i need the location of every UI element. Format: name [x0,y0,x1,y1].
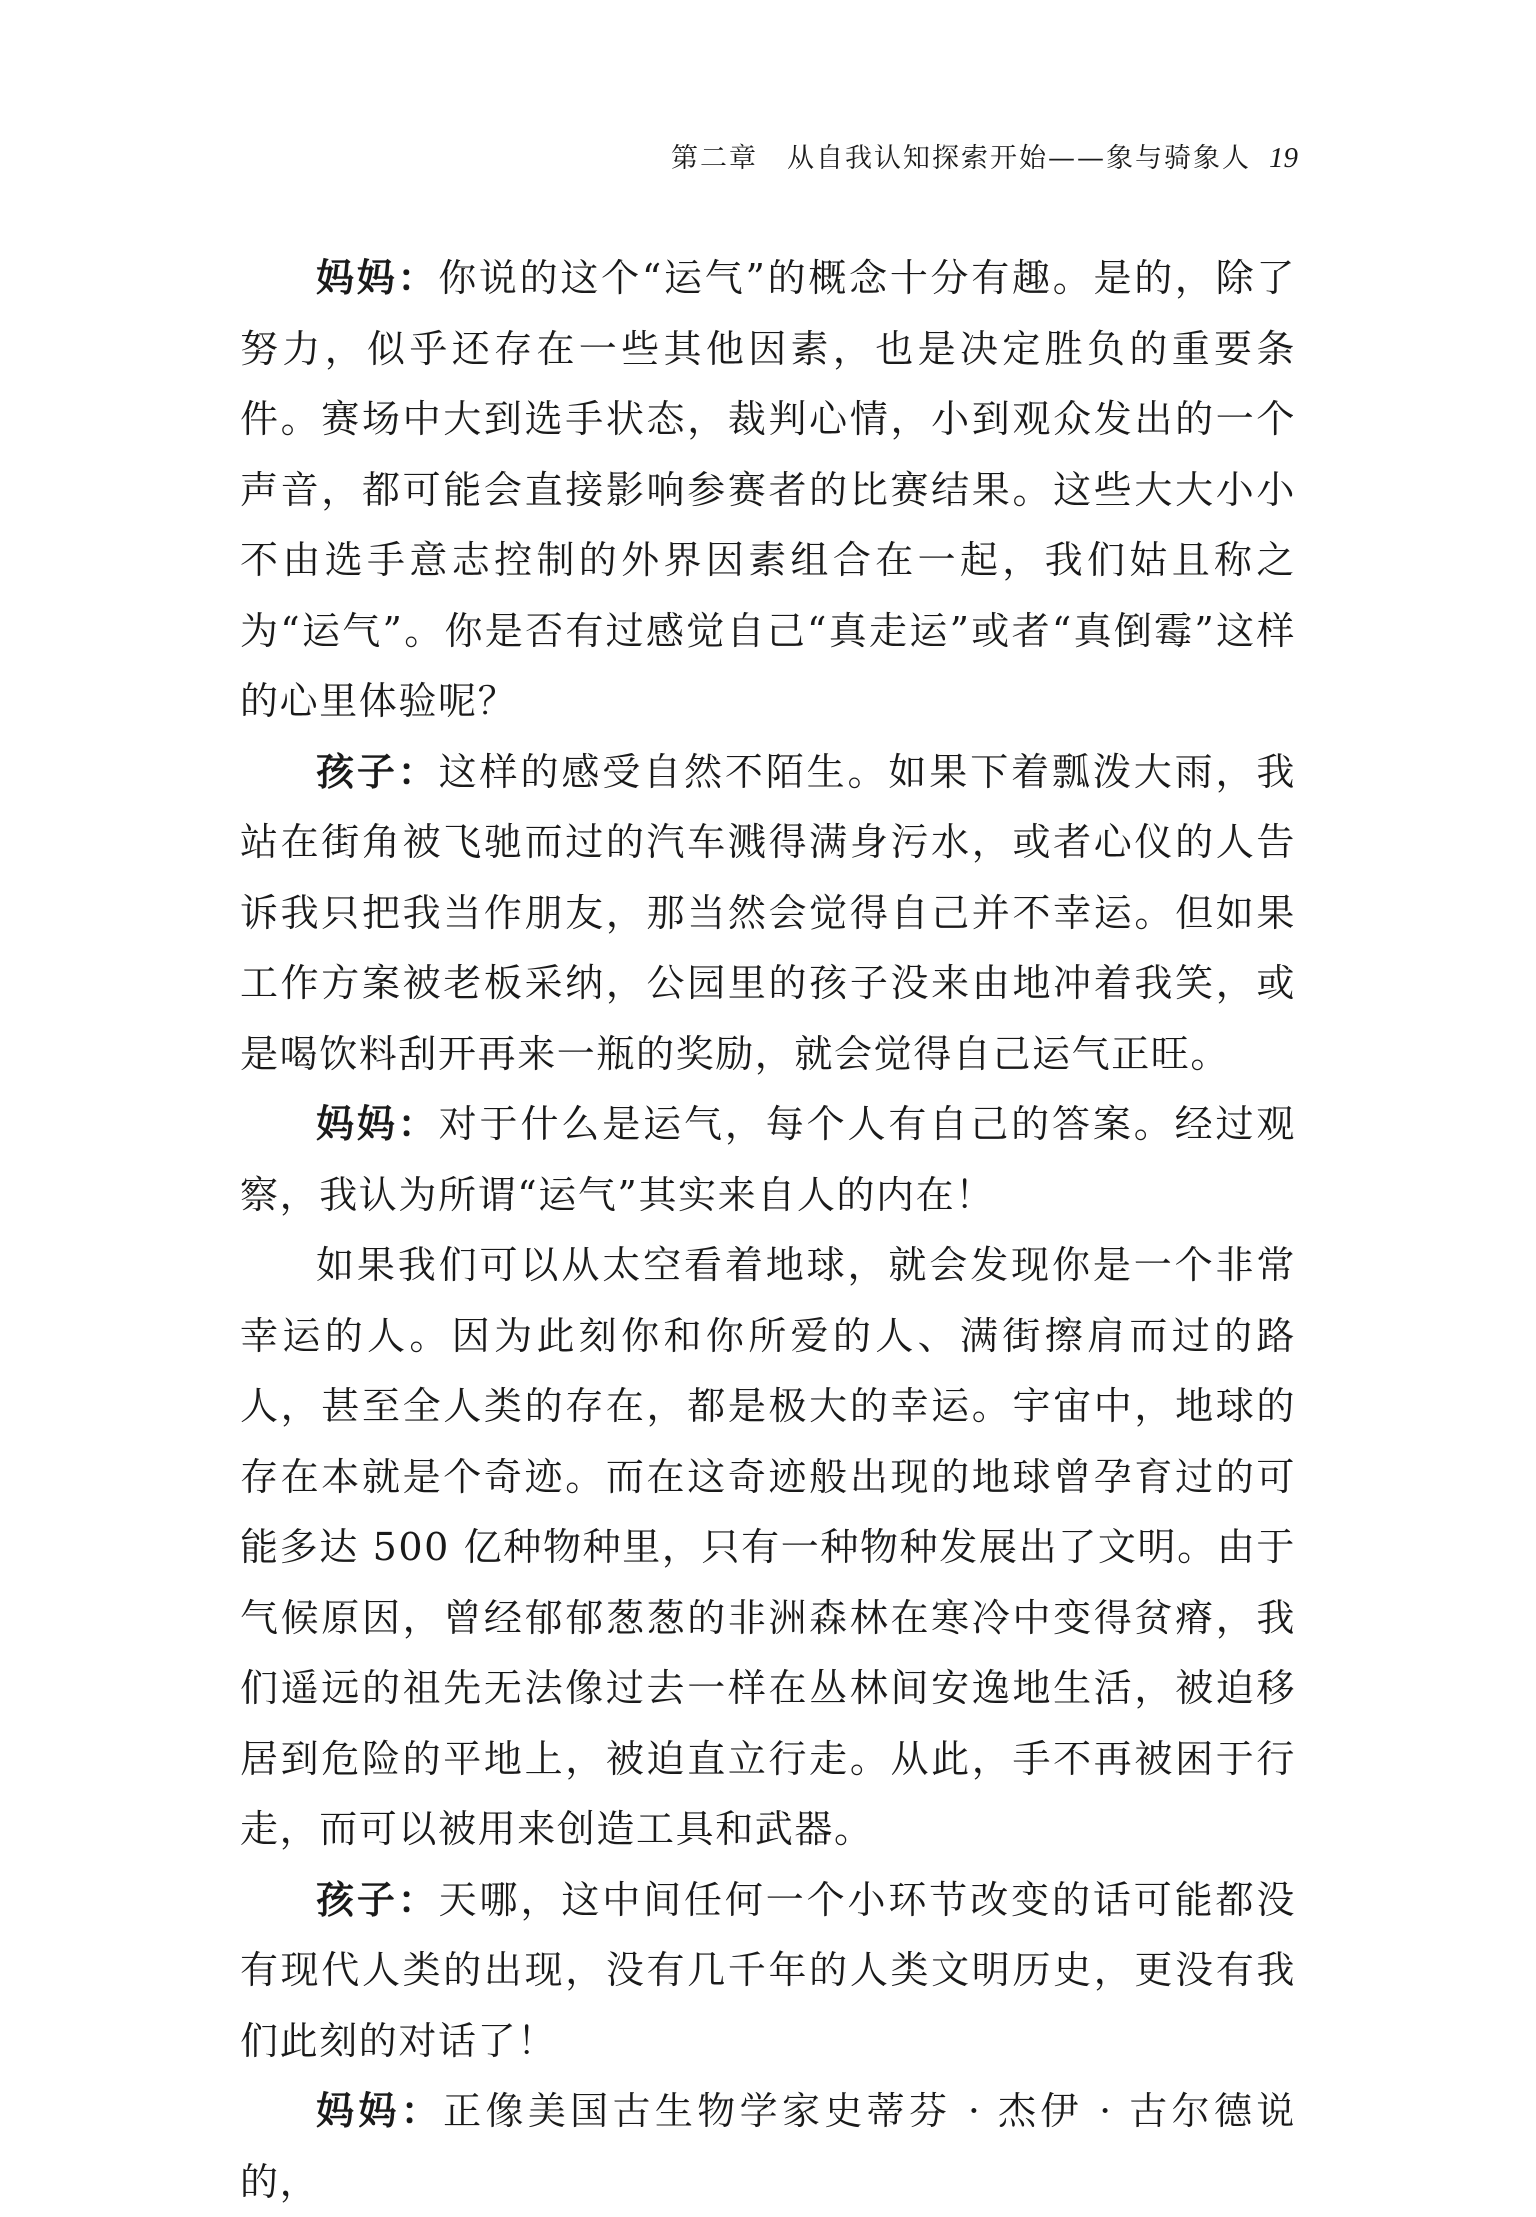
paragraph-2 [240,737,1296,1090]
paragraph-1 [240,243,1296,737]
paragraph-text: 你说的这个“运气”的概念十分有趣。是的，除了努力，似乎还存在一些其他因素，也是决定胜负的重要条件。赛场中大到选手状态，裁判心情，小到观众发出的一个声音，都可能会直接影响参赛者的比赛结果。这些大大小小不由选手意志控制的外界因素组合在一起，我们姑且称之为“运气”。你是否有过感觉自己“真走运”或者“真倒霉”这样的心里体验呢？ [240,256,1296,723]
body-text [240,243,1296,2217]
speaker-label: 妈妈： [316,1102,439,1146]
paragraph-text: 对于什么是运气，每个人有自己的答案。经过观察，我认为所谓“运气”其实来自人的内在！ [240,1102,1296,1217]
page-number: 19 [1269,142,1298,174]
paragraph-text: 天哪，这中间任何一个小环节改变的话可能都没有现代人类的出现，没有几千年的人类文明历史，更没有我们此刻的对话了！ [240,1877,1296,2063]
speaker-label: 妈妈： [316,256,439,300]
paragraph-4 [240,1230,1296,1865]
chapter-running-title: 第二章 从自我认知探索开始——象与骑象人 [671,143,1251,174]
paragraph-text: 正像美国古生物学家史蒂芬 · 杰伊 · 古尔德说的， [240,2089,1296,2204]
paragraph-3 [240,1089,1296,1230]
paragraph-text: 如果我们可以从太空看着地球，就会发现你是一个非常幸运的人。因为此刻你和你所爱的人、满街擦肩而过的路人，甚至全人类的存在，都是极大的幸运。宇宙中，地球的存在本就是个奇迹。而在这奇迹般出现的地球曾孕育过的可能多达 500 亿种物种里，只有一种物种发展出了文明。由于气候原因，曾经郁郁葱葱的非洲森林在寒冷中变得贫瘠，我们遥远的祖先无法像过去一样在丛林间安逸地生活，被迫移居到危险的平地上，被迫直立行走。从此，手不再被困于行走，而可以被用来创造工具和武器。 [240,1243,1296,1851]
paragraph-5 [240,1865,1296,2077]
running-head [671,136,1298,181]
speaker-label: 妈妈： [316,2089,444,2133]
speaker-label: 孩子： [316,1877,439,1922]
speaker-label: 孩子： [316,749,439,794]
paragraph-6 [240,2076,1296,2217]
paragraph-text: 这样的感受自然不陌生。如果下着瓢泼大雨，我站在街角被飞驰而过的汽车溅得满身污水，或者心仪的人告诉我只把我当作朋友，那当然会觉得自己并不幸运。但如果工作方案被老板采纳，公园里的孩子没来由地冲着我笑，或是喝饮料刮开再来一瓶的奖励，就会觉得自己运气正旺。 [240,749,1296,1076]
